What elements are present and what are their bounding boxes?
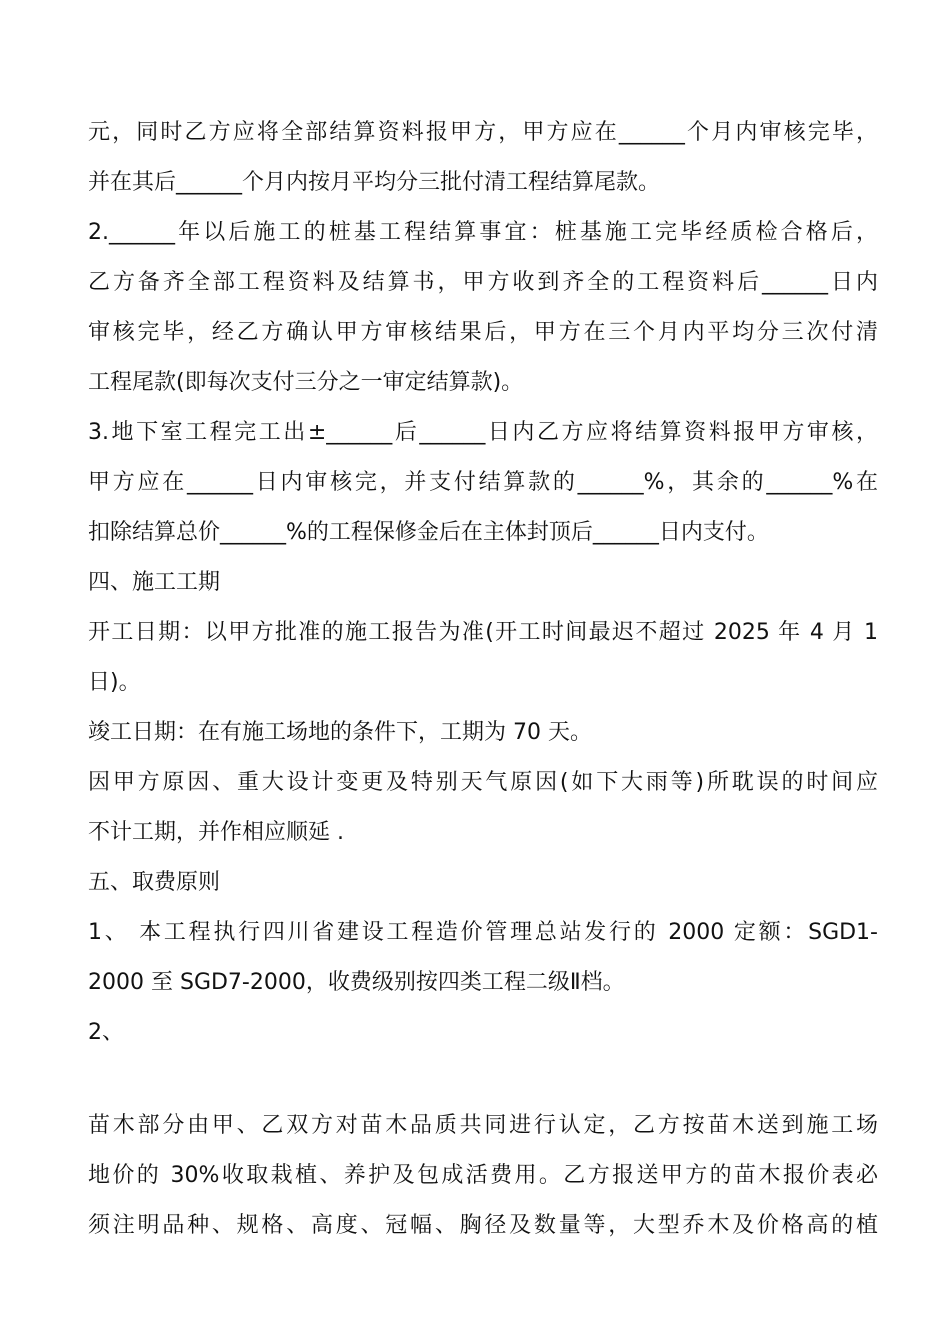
paragraph-line: 扣除结算总价______%的工程保修金后在主体封顶后______日内支付。 <box>88 520 769 545</box>
paragraph-line: 须注明品种、规格、高度、冠幅、胸径及数量等，大型乔木及价格高的植 <box>88 1213 878 1238</box>
paragraph-line: 日)。 <box>88 670 141 695</box>
paragraph-line: 乙方备齐全部工程资料及结算书，甲方收到齐全的工程资料后______日内 <box>88 270 878 295</box>
paragraph-line: 苗木部分由甲、乙双方对苗木品质共同进行认定，乙方按苗木送到施工场 <box>88 1113 878 1138</box>
paragraph-line: 地价的 30%收取栽植、养护及包成活费用。乙方报送甲方的苗木报价表必 <box>88 1163 878 1188</box>
paragraph-line: 2000 至 SGD7-2000，收费级别按四类工程二级Ⅱ档。 <box>88 970 625 995</box>
paragraph-line: 审核完毕，经乙方确认甲方审核结果后，甲方在三个月内平均分三次付清 <box>88 320 878 345</box>
paragraph-line: 竣工日期：在有施工场地的条件下，工期为 70 天。 <box>88 720 592 745</box>
paragraph-line: 2.______年以后施工的桩基工程结算事宜：桩基施工完毕经质检合格后， <box>88 220 878 245</box>
paragraph-line: 工程尾款(即每次支付三分之一审定结算款)。 <box>88 370 524 395</box>
paragraph-line: 1、 本工程执行四川省建设工程造价管理总站发行的 2000 定额：SGD1- <box>88 920 878 945</box>
blank-line <box>88 1058 878 1101</box>
paragraph-line: 元，同时乙方应将全部结算资料报甲方，甲方应在______个月内审核完毕， <box>88 120 878 145</box>
paragraph-line: 3.地下室工程完工出±______后______日内乙方应将结算资料报甲方审核， <box>88 420 878 445</box>
paragraph-line: 并在其后______个月内按月平均分三批付清工程结算尾款。 <box>88 170 661 195</box>
section-heading: 四、施工工期 <box>88 570 221 595</box>
list-item-number: 2、 <box>88 1020 124 1045</box>
paragraph-line: 不计工期，并作相应顺延 . <box>88 820 344 845</box>
section-heading: 五、取费原则 <box>88 870 221 895</box>
document-body <box>88 108 878 1251</box>
paragraph-line: 开工日期：以甲方批准的施工报告为准(开工时间最迟不超过 2025 年 4 月 1 <box>88 620 878 645</box>
paragraph-line: 因甲方原因、重大设计变更及特别天气原因(如下大雨等)所耽误的时间应 <box>88 770 878 795</box>
paragraph-line: 甲方应在______日内审核完，并支付结算款的______%，其余的______%在 <box>88 470 878 495</box>
